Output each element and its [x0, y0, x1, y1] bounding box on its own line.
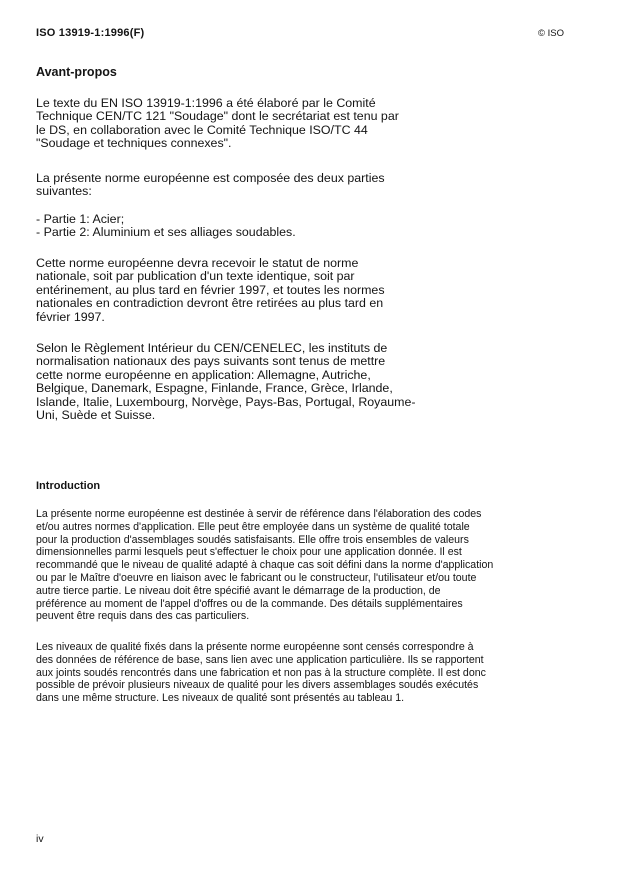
text-line: février 1997.: [36, 309, 105, 324]
text-line: peuvent être requis dans des cas particuliers.: [36, 610, 250, 623]
avant-propos-paragraph-1: [36, 97, 456, 151]
text-line: ou par le Maître d'oeuvre en liaison avec le fabricant ou le constructeur, l'utilisateur et/ou toute: [36, 571, 477, 584]
text-line: suivantes:: [36, 184, 92, 199]
text-line: nationale, soit par publication d'un texte identique, soit par: [36, 269, 355, 284]
text-line: Cette norme européenne devra recevoir le statut de norme: [36, 256, 359, 270]
text-line: La présente norme européenne est destinée à servir de référence dans l'élaboration des codes: [36, 508, 482, 520]
introduction-paragraph-1: [36, 508, 556, 623]
text-line: Uni, Suède et Suisse.: [36, 408, 156, 423]
avant-propos-paragraph-4: [36, 342, 456, 422]
text-line: entérinement, au plus tard en février 1997, et toutes les normes: [36, 282, 385, 297]
copyright-notice: © ISO: [538, 28, 565, 39]
list-item: - Partie 2: Aluminium et ses alliages soudables.: [36, 225, 296, 240]
text-line: Le texte du EN ISO 13919-1:1996 a été élaboré par le Comité: [36, 96, 376, 110]
text-line: le DS, en collaboration avec le Comité Technique ISO/TC 44: [36, 122, 368, 137]
text-line: normalisation nationaux des pays suivants sont tenus de mettre: [36, 354, 386, 369]
text-line: possible de prévoir plusieurs niveaux de qualité pour les divers assemblages soudés exécutés: [36, 679, 479, 692]
text-line: dimensionnelles parmi lesquels peut s'effectuer le choix pour une application donnée. Il est: [36, 546, 462, 559]
text-line: nationales en contradiction devront être retirées au plus tard en: [36, 296, 384, 311]
text-line: préférence au moment de l'appel d'offres ou de la commande. Des détails supplémentaires: [36, 597, 463, 610]
text-line: Islande, Italie, Luxembourg, Norvège, Pays-Bas, Portugal, Royaume-: [36, 394, 416, 409]
avant-propos-paragraph-3: [36, 257, 456, 324]
text-line: cette norme européenne en application: Allemagne, Autriche,: [36, 367, 371, 382]
avant-propos-paragraph-2: [36, 172, 456, 199]
document-reference: ISO 13919-1:1996(F): [36, 27, 145, 39]
text-line: et/ou autres normes d'application. Elle peut être employée dans un système de qualité totale: [36, 520, 470, 533]
introduction-paragraph-2: [36, 641, 556, 705]
text-line: La présente norme européenne est composée des deux parties: [36, 171, 385, 185]
text-line: Technique CEN/TC 121 "Soudage" dont le secrétariat est tenu par: [36, 109, 399, 124]
page-number: iv: [36, 833, 44, 845]
text-line: aux joints soudés rencontrés dans une fabrication et non pas à la structure complète. Il est donc: [36, 666, 486, 679]
text-line: dans une même structure. Les niveaux de qualité sont présentés au tableau 1.: [36, 692, 405, 705]
text-line: pour la production d'assemblages soudés satisfaisants. Elle offre trois ensembles de valeurs: [36, 533, 469, 546]
heading-avant-propos: Avant-propos: [36, 65, 117, 79]
heading-introduction: Introduction: [36, 480, 101, 492]
list-item: - Partie 1: Acier;: [36, 212, 125, 226]
text-line: des données de référence de base, sans lien avec une application particulière. Ils se rapportent: [36, 653, 484, 666]
text-line: Selon le Règlement Intérieur du CEN/CENELEC, les instituts de: [36, 341, 388, 355]
text-line: recommandé que le niveau de qualité adapté à chaque cas soit défini dans la norme d'application: [36, 559, 494, 572]
text-line: autre tierce partie. Le niveau doit être spécifié avant le démarrage de la production, de: [36, 584, 441, 597]
text-line: Les niveaux de qualité fixés dans la présente norme européenne sont censés correspondre à: [36, 641, 474, 653]
parts-list: [36, 213, 456, 240]
text-line: Belgique, Danemark, Espagne, Finlande, France, Grèce, Irlande,: [36, 381, 393, 396]
text-line: "Soudage et techniques connexes".: [36, 136, 232, 151]
